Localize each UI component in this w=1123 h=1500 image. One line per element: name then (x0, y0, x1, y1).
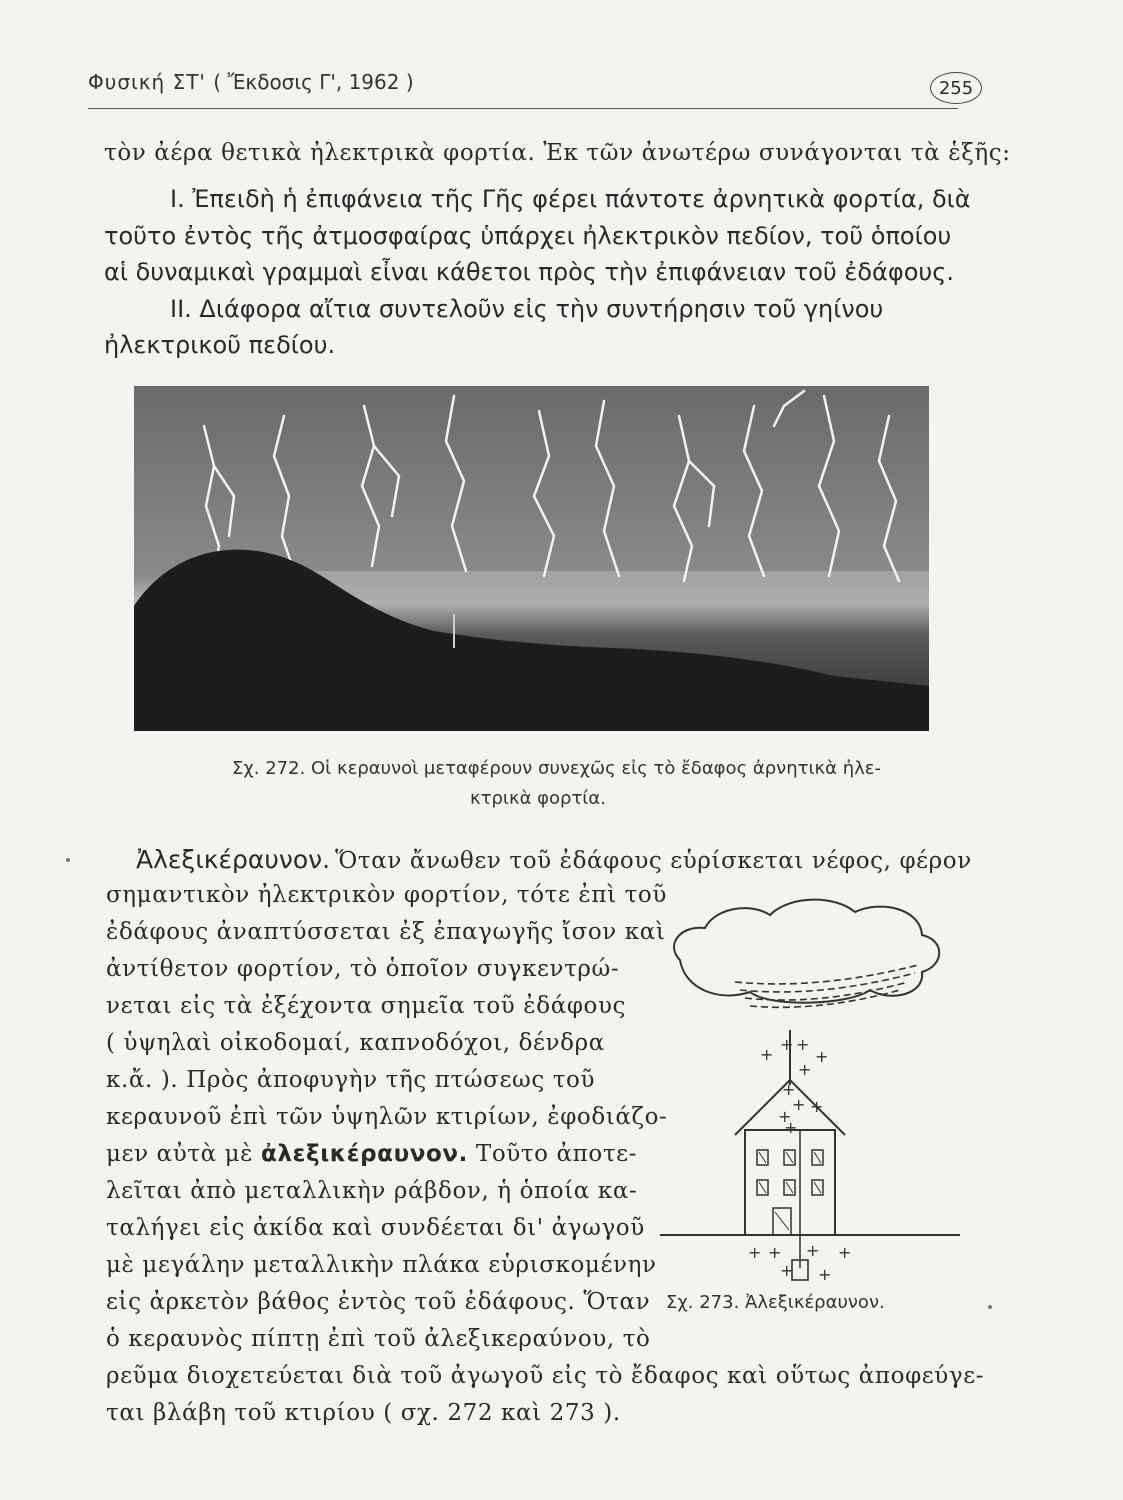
term-lightning-rod: ἀλεξικέραυνον. (261, 1141, 468, 1167)
plus-sign: + (838, 1243, 852, 1262)
rod-charges (760, 1035, 828, 1137)
lightning-rod-drawing (660, 890, 960, 1290)
section-line-14: ὁ κεραυνὸς πίπτῃ ἐπὶ τοῦ ἀλεξικεραύνου, τὸ (106, 1326, 651, 1352)
plus-sign: + (748, 1243, 762, 1262)
plus-sign: + (810, 1097, 824, 1116)
plus-sign: + (818, 1265, 832, 1284)
section-line-15: ρεῦμα διοχετεύεται διὰ τοῦ ἀγωγοῦ εἰς τὸ ἔδαφος καὶ οὕτως ἀποφεύγε- (106, 1363, 985, 1389)
charge-line-1 (735, 965, 918, 984)
plus-sign: + (780, 1035, 794, 1054)
plus-sign: + (760, 1045, 774, 1064)
print-speck (66, 858, 70, 862)
lightning-photo (134, 386, 929, 731)
plus-sign: + (815, 1047, 829, 1066)
plus-sign: + (778, 1107, 792, 1126)
header-rule (88, 108, 958, 109)
section-line-1: Ὅταν ἄνωθεν τοῦ ἐδάφους εὑρίσκεται νέφος, φέρον (335, 848, 972, 874)
house-walls (745, 1130, 835, 1235)
section-line-13: εἰς ἀρκετὸν βάθος ἐντὸς τοῦ ἐδάφους. Ὅταν (106, 1289, 651, 1315)
section-line-9-start: μεν αὐτὰ μὲ (106, 1141, 262, 1167)
section-line-11: ταλήγει εἰς ἀκίδα καὶ συνδέεται δι' ἀγωγοῦ (106, 1215, 645, 1241)
section-line-9 (106, 1141, 637, 1167)
horizon-glow (314, 571, 929, 601)
plus-sign: + (792, 1095, 806, 1114)
figure-272-caption-line-2: κτρικὰ φορτία. (470, 788, 606, 809)
charge-line-2 (740, 973, 915, 992)
section-line-10: λεῖται ἀπὸ μεταλλικὴν ράβδον, ἡ ὁποία κα- (106, 1178, 638, 1204)
lightning-photo-illustration (134, 386, 929, 731)
figure-272-caption-line-1: Σχ. 272. Οἱ κεραυνοὶ μεταφέρουν συνεχῶς εἰς τὸ ἔδαφος ἀρνητικὰ ἠλε- (232, 758, 882, 779)
section-first-line (136, 845, 972, 874)
figure-273-caption: Σχ. 273. Ἀλεξικέραυνον. (666, 1292, 885, 1313)
body-line-2: I. Ἐπειδὴ ἡ ἐπιφάνεια τῆς Γῆς φέρει πάντοτε ἀρνητικὰ φορτία, διὰ (170, 185, 971, 213)
body-line-5: II. Διάφορα αἴτια συντελοῦν εἰς τὴν συντήρησιν τοῦ γηίνου (170, 295, 884, 323)
header-title: Φυσική ΣΤ' (88, 70, 206, 94)
plus-sign: + (798, 1060, 812, 1079)
body-line-4: αἱ δυναμικαὶ γραμμαὶ εἶναι κάθετοι πρὸς τὴν ἐπιφάνειαν τοῦ ἐδάφους. (104, 258, 954, 286)
body-line-6: ἠλεκτρικοῦ πεδίου. (104, 331, 336, 359)
house-windows (757, 1150, 823, 1235)
section-line-12: μὲ μεγάλην μεταλλικὴν πλάκα εὑρισκομένην (106, 1252, 657, 1278)
charge-line-3 (745, 982, 908, 1000)
section-line-2: σημαντικὸν ἠλεκτρικὸν φορτίον, τότε ἐπὶ τοῦ (106, 882, 667, 908)
plus-sign: + (796, 1035, 810, 1054)
section-line-7: κ.ἄ. ). Πρὸς ἀποφυγὴν τῆς πτώσεως τοῦ (106, 1067, 596, 1093)
section-title: Ἀλεξικέραυνον. (136, 845, 331, 874)
running-header (88, 70, 414, 94)
cloud (674, 900, 939, 1003)
section-line-8: κεραυνοῦ ἐπὶ τῶν ὑψηλῶν κτιρίων, ἐφοδιάζο- (106, 1104, 668, 1130)
body-line-1: τὸν ἀέρα θετικὰ ἠλεκτρικὰ φορτία. Ἐκ τῶν ἀνωτέρω συνάγονται τὰ ἑξῆς: (104, 140, 1011, 166)
section-line-3: ἐδάφους ἀναπτύσσεται ἐξ ἐπαγωγῆς ἴσον καὶ (106, 919, 666, 945)
section-line-16: ται βλάβη τοῦ κτιρίου ( σχ. 272 καὶ 273 ). (106, 1400, 621, 1426)
section-line-6: ( ὑψηλαὶ οἰκοδομαί, καπνοδόχοι, δένδρα (106, 1030, 605, 1056)
plus-sign: + (768, 1243, 782, 1262)
plus-sign: + (784, 1118, 798, 1137)
header-edition: ( Ἔκδοσις Γ', 1962 ) (213, 70, 414, 94)
section-line-9-end: Τοῦτο ἀποτε- (467, 1141, 638, 1167)
lightning-rod-figure (660, 890, 960, 1290)
print-speck (988, 1305, 992, 1309)
plus-sign: + (782, 1080, 796, 1099)
page-number: 255 (930, 72, 982, 104)
plus-sign: + (806, 1241, 820, 1260)
plus-sign: + (780, 1261, 794, 1280)
section-line-4: ἀντίθετον φορτίον, τὸ ὁποῖον συγκεντρώ- (106, 956, 620, 982)
section-line-5: νεται εἰς τὰ ἐξέχοντα σημεῖα τοῦ ἐδάφους (106, 993, 627, 1019)
body-line-3: τοῦτο ἐντὸς τῆς ἀτμοσφαίρας ὑπάρχει ἠλεκτρικὸν πεδίον, τοῦ ὁποίου (104, 222, 952, 250)
